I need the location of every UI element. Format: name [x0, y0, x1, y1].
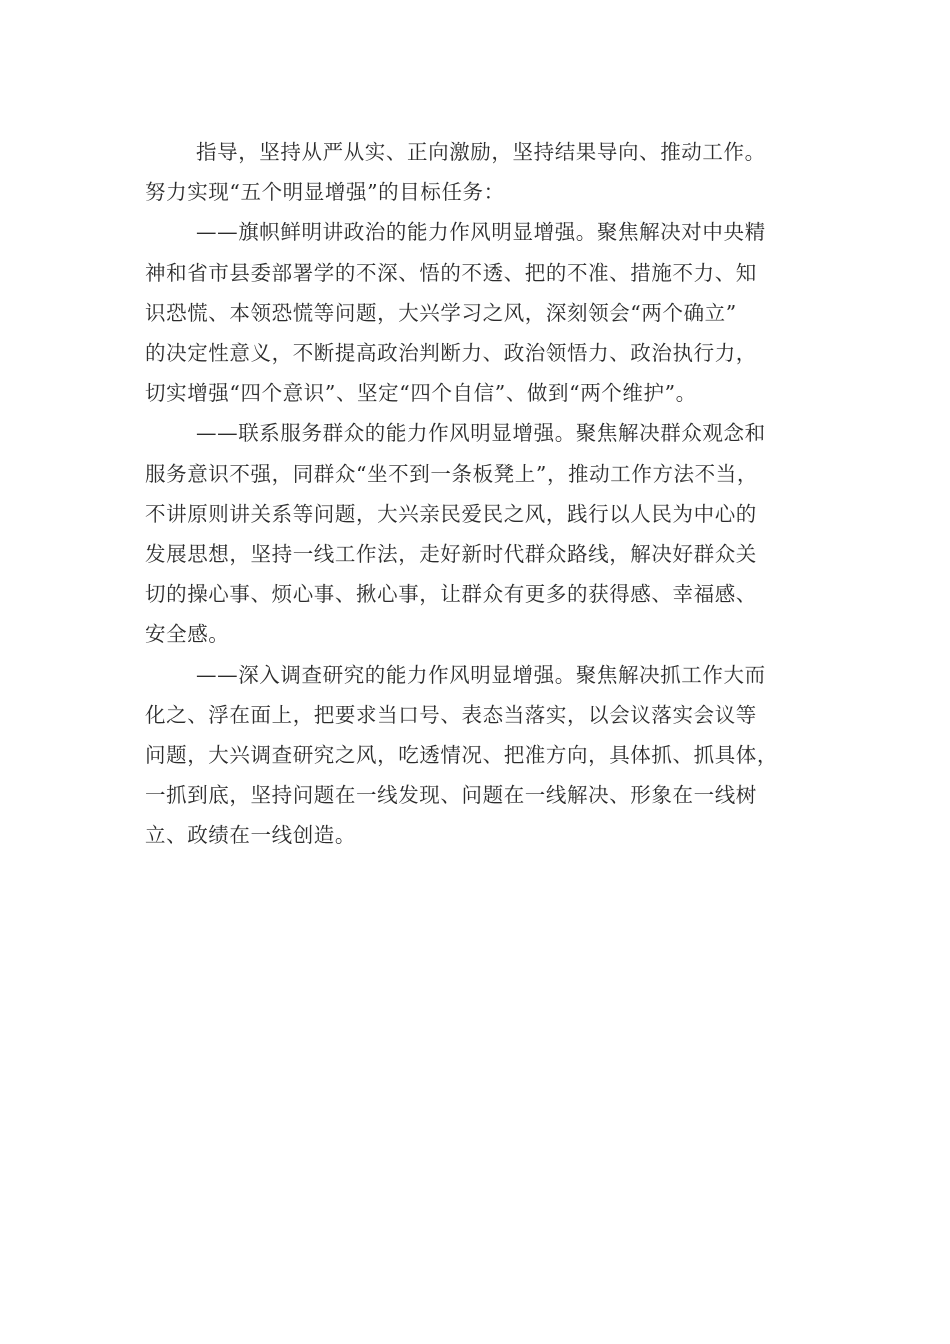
text-line: 努力实现“五个明显增强”的目标任务： — [145, 180, 505, 205]
text-line: 服务意识不强，同群众“坐不到一条板凳上”，推动工作方法不当， — [145, 461, 758, 486]
text-line: 一抓到底，坚持问题在一线发现、问题在一线解决、形象在一线树 — [145, 783, 757, 808]
text-line: 的决定性意义，不断提高政治判断力、政治领悟力、政治执行力， — [145, 341, 757, 366]
text-line: ——联系服务群众的能力作风明显增强。聚焦解决群众观念和 — [196, 421, 766, 446]
text-line: ——深入调查研究的能力作风明显增强。聚焦解决抓工作大而 — [196, 662, 766, 687]
text-line: 识恐慌、本领恐慌等问题，大兴学习之风，深刻领会“两个确立” — [145, 300, 737, 325]
text-line: 发展思想，坚持一线工作法，走好新时代群众路线，解决好群众关 — [145, 542, 757, 567]
text-line: 不讲原则讲关系等问题，大兴亲民爱民之风，践行以人民为中心的 — [145, 501, 757, 526]
text-line: 立、政绩在一线创造。 — [145, 823, 356, 848]
text-line: 安全感。 — [145, 622, 230, 647]
document-body — [145, 132, 805, 856]
paragraph-serve-masses — [145, 413, 805, 654]
text-line: 切的操心事、烦心事、揪心事，让群众有更多的获得感、幸福感、 — [145, 582, 757, 607]
text-line: 切实增强“四个意识”、坚定“四个自信”、做到“两个维护”。 — [145, 381, 697, 406]
text-line: 问题，大兴调查研究之风，吃透情况、把准方向，具体抓、抓具体， — [145, 743, 778, 768]
paragraph-research — [145, 655, 805, 856]
text-line: ——旗帜鲜明讲政治的能力作风明显增强。聚焦解决对中央精 — [196, 220, 766, 245]
paragraph-intro — [145, 132, 805, 212]
text-line: 指导，坚持从严从实、正向激励，坚持结果导向、推动工作。 — [196, 140, 766, 164]
text-line: 神和省市县委部署学的不深、悟的不透、把的不准、措施不力、知 — [145, 260, 757, 285]
text-line: 化之、浮在面上，把要求当口号、表态当落实，以会议落实会议等 — [145, 702, 757, 727]
paragraph-politics — [145, 212, 805, 413]
